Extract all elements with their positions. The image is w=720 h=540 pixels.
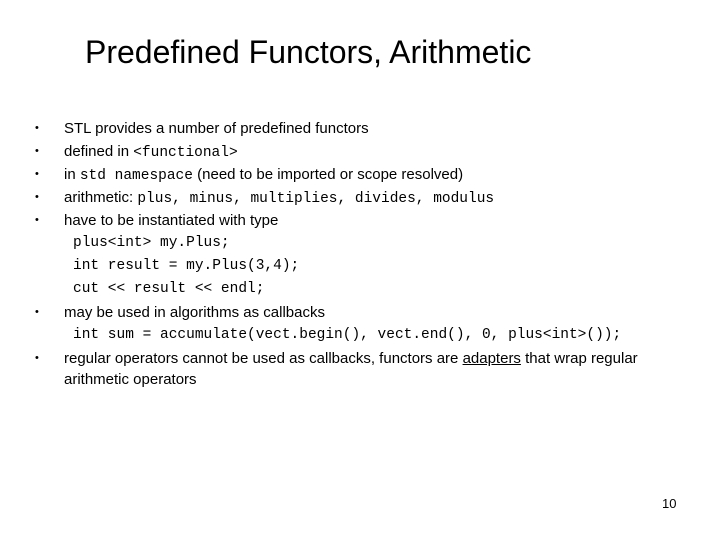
- inline-code: std namespace: [79, 168, 193, 184]
- bullet-glyph: •: [35, 214, 39, 226]
- bullet-text: have to be instantiated with type: [64, 212, 279, 229]
- bullet-glyph: •: [35, 306, 39, 318]
- code-line: int sum = accumulate(vect.begin(), vect.end(), 0, plus<int>());: [73, 327, 622, 343]
- inline-code: <functional>: [133, 145, 238, 161]
- bullet-text: in std namespace (need to be imported or scope resolved): [64, 166, 464, 184]
- bullet-glyph: •: [35, 352, 39, 364]
- bullet-text: STL provides a number of predefined functors: [64, 120, 369, 137]
- inline-code: plus, minus, multiplies, divides, modulus: [137, 191, 495, 207]
- bullet-glyph: •: [35, 191, 39, 203]
- bullet-glyph: •: [35, 145, 39, 157]
- bullet-text: may be used in algorithms as callbacks: [64, 304, 325, 321]
- slide-title: Predefined Functors, Arithmetic: [85, 34, 532, 70]
- code-line: int result = my.Plus(3,4);: [73, 258, 300, 274]
- code-line: plus<int> my.Plus;: [73, 235, 230, 251]
- page-number: 10: [662, 496, 677, 511]
- code-line: cut << result << endl;: [73, 281, 265, 297]
- bullet-text: arithmetic operators: [64, 371, 197, 388]
- bullet-text: regular operators cannot be used as callbacks, functors are adapters that wrap regular: [64, 350, 638, 367]
- adapters-link[interactable]: adapters: [462, 350, 521, 367]
- bullet-glyph: •: [35, 168, 39, 180]
- bullet-text: defined in <functional>: [64, 143, 238, 161]
- bullet-glyph: •: [35, 122, 39, 134]
- bullet-text: arithmetic: plus, minus, multiplies, divides, modulus: [64, 189, 495, 207]
